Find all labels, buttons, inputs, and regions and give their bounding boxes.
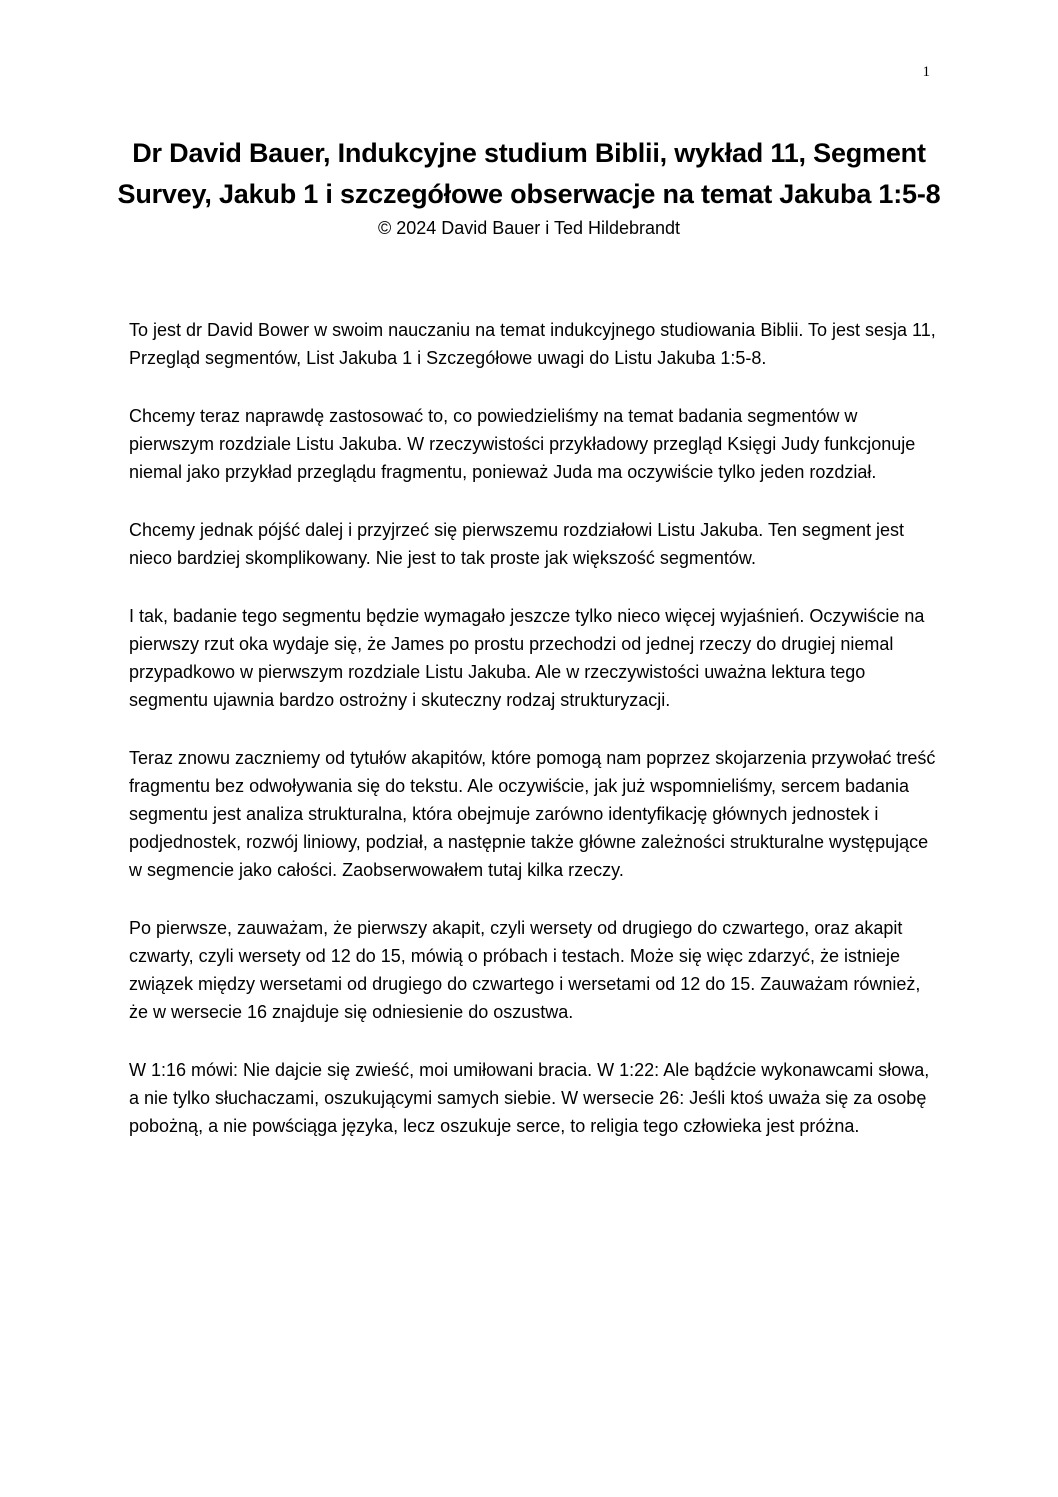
paragraph: Po pierwsze, zauważam, że pierwszy akapit, czyli wersety od drugiego do czwartego, oraz akapit czwarty, czyli wersety od 12 do 15, mówią o próbach i testach. Może się więc zdarzyć, że istnieje związek między wersetami od drugiego do czwartego i wersetami od 12 do 15. Zauważam również, że w wersecie 16 znajduje się odniesienie do oszustwa. (129, 918, 921, 1022)
paragraph: Chcemy teraz naprawdę zastosować to, co powiedzieliśmy na temat badania segmentów w pierwszym rozdziale Listu Jakuba. W rzeczywistości przykładowy przegląd Księgi Judy funkcjonuje niemal jako przykład przeglądu fragmentu, ponieważ Juda ma oczywiście tylko jeden rozdział. (129, 406, 916, 482)
paragraph: W 1:16 mówi: Nie dajcie się zwieść, moi umiłowani bracia. W 1:22: Ale bądźcie wykonawcami słowa, a nie tylko słuchaczami, oszukującymi samych siebie. W wersecie 26: Jeśli ktoś uważa się za osobę pobożną, a nie powściąga języka, lecz oszukuje serce, to religia tego człowieka jest próżna. (129, 1060, 930, 1136)
paragraph: Teraz znowu zaczniemy od tytułów akapitów, które pomogą nam poprzez skojarzenia przywołać treść fragmentu bez odwoływania się do tekstu. Ale oczywiście, jak już wspomnieliśmy, sercem badania segmentu jest analiza strukturalna, która obejmuje zarówno identyfikację głównych jednostek i podjednostek, rozwój liniowy, podział, a następnie także główne zależności strukturalne występujące w segmencie jako całości. Zaobserwowałem tutaj kilka rzeczy. (129, 748, 936, 880)
paragraph: Chcemy jednak pójść dalej i przyjrzeć się pierwszemu rozdziałowi Listu Jakuba. Ten segment jest nieco bardziej skomplikowany. Nie jest to tak proste jak większość segmentów. (129, 520, 905, 568)
document-title: Dr David Bauer, Indukcyjne studium Biblii, wykład 11, Segment Survey, Jakub 1 i szczegółowe obserwacje na temat Jakuba 1:5-8 (117, 138, 941, 209)
document-header (100, 133, 958, 241)
paragraph: I tak, badanie tego segmentu będzie wymagało jeszcze tylko nieco więcej wyjaśnień. Oczywiście na pierwszy rzut oka wydaje się, że James po prostu przechodzi od jednej rzeczy do drugiej niemal przypadkowo w pierwszym rozdziale Listu Jakuba. Ale w rzeczywistości uważna lektura tego segmentu ujawnia bardzo ostrożny i skuteczny rodzaj strukturyzacji. (129, 606, 925, 710)
paragraph: To jest dr David Bower w swoim nauczaniu na temat indukcyjnego studiowania Biblii. To jest sesja 11, Przegląd segmentów, List Jakuba 1 i Szczegółowe uwagi do Listu Jakuba 1:5-8. (129, 320, 936, 368)
page-number: 1 (922, 64, 930, 80)
document-body (129, 316, 941, 1170)
copyright-line: © 2024 David Bauer i Ted Hildebrandt (377, 218, 681, 238)
